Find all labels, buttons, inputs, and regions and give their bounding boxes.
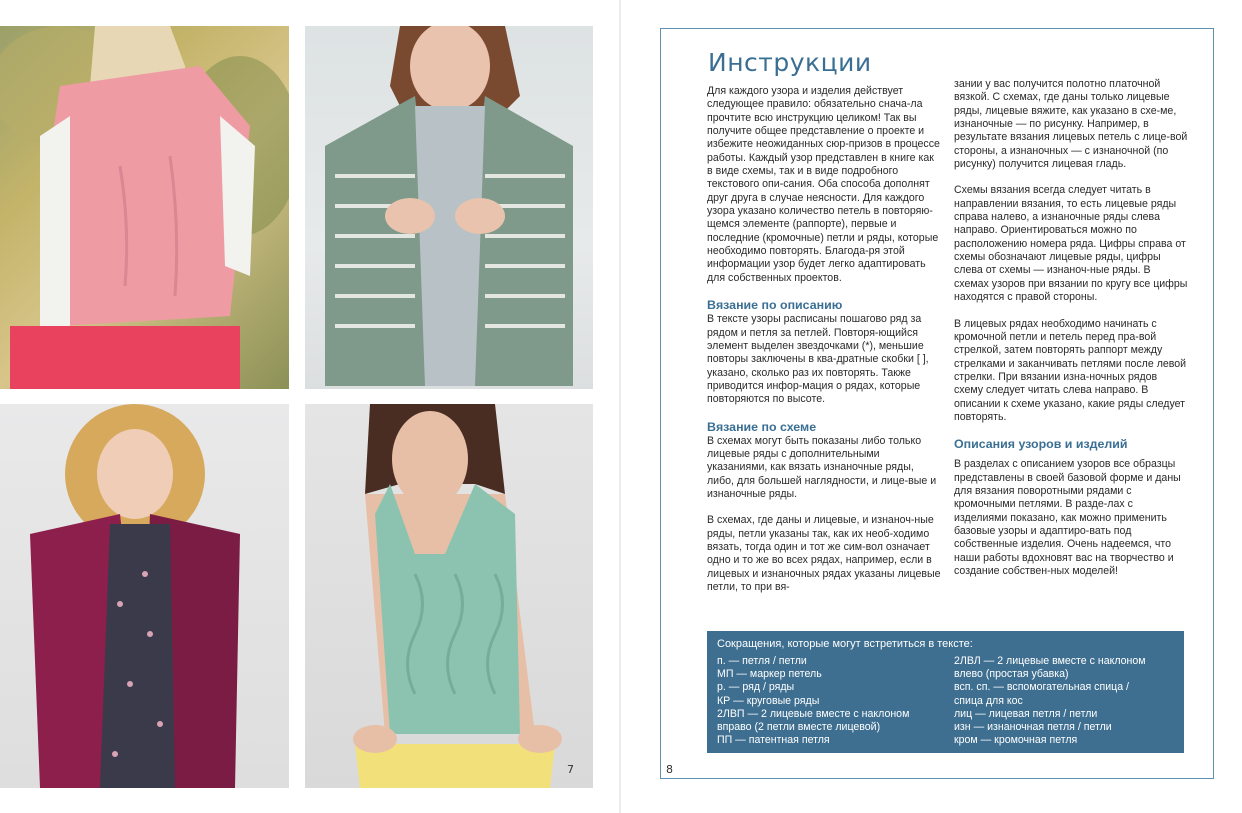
abbreviation-item: вправо (2 петли вместе лицевой) [717,721,881,734]
abbreviations-right [954,655,1179,747]
intro-paragraph: Для каждого узора и изделия действует следующее правило: обязательно снача-ла прочтите всю инструкцию целиком! Так вы получите общее представление о проекте и избежите неожиданных сюр-призов в процессе работы. Каждый узор представлен в книге как в виде схемы, так и в виде подробного текстового опи-сания. Оба способа дополнят друг друга в случае неясности. Для каждого узора указано количество петель в повторяю-щемся элементе (раппорте), первые и последние (кромочные) петли и ряды, которые необходимо повторять. Благода-ря этой информации узор будет легко адаптировать для собственных проектов. [707,85,940,284]
photo-cardigan-burgundy [0,404,289,788]
description-paragraph: В тексте узоры расписаны пошагово ряд за рядом и петля за петлей. Повторя-ющийся элемент выделен звездочками (*), меньшие повторы заключены в ква-дратные скобки [ ], указано, сколько раз их повторять. Также приводится инфор-мация о рядах, которые повторяются по высоте. [707,313,929,406]
abbreviations-left [717,655,942,747]
text-column-right [954,78,1188,591]
abbreviations-title: Сокращения, которые могут встретиться в тексте: [717,638,973,650]
abbreviation-item: лиц — лицевая петля / петли [954,707,1098,720]
chart-reading-paragraph: Схемы вязания всегда следует читать в направлении вязания, то есть лицевые ряды справа налево, а изнаночные ряды слева направо. Ориентироваться можно по расположению номера ряда. Цифры справа от схемы обозначают лицевые ряды, цифры слева от схемы — изнаноч-ные ряды. В схемах узоров при вязании по кругу все цифры находятся с правой стороны. [954,184,1188,304]
abbreviation-item: р. — ряд / ряды [717,681,795,694]
photo-mint-top [305,404,593,788]
heading-chart: Вязание по схеме [707,419,817,434]
page-gutter [619,0,621,813]
abbreviation-item: спица для кос [954,694,1023,707]
patterns-paragraph: В разделах с описанием узоров все образцы представлены в своей базовой форме и даны для вязания поворотными рядами с кромочными петлями. В разде-лах с изделиями показано, как можно применить базовые узоры и адаптиро-вать под собственные изделия. Очень надеемся, что наши работы вдохновят вас на творчество и создание собствен-ных моделей! [954,458,1181,577]
abbreviations-box [707,631,1184,753]
abbreviation-item: влево (простая убавка) [954,668,1069,681]
chart-paragraph-1: В схемах могут быть показаны либо только лицевые ряды с дополнительными указаниями, как вязать изнаночные ряды, либо, для большей наглядности, и лице-вые и изнаночные ряды. [707,434,937,500]
photo-cardigan-grey [305,26,593,389]
abbreviation-item: 2ЛВП — 2 лицевые вместе с наклоном [717,707,910,720]
photo-pink-vest [0,26,289,389]
page-number-left: 7 [567,763,574,776]
rows-paragraph: В лицевых рядах необходимо начинать с кромочной петли и петель перед пра-вой стрелкой, затем повторять раппорт между стрелками и заканчивать петлями после левой стрелки. При вязании изна-ночных рядов схему следует читать слева направо. В описании к схеме указано, какие ряды следует повторять. [954,317,1187,423]
chart-paragraph-2: В схемах, где даны и лицевые, и изнаноч-ные ряды, петли указаны так, как их необ-ходимо вязать, тогда один и тот же сим-вол означает одно и то же во всех рядах, например, если в лицевых и изнаночных рядах указаны лицевые петли, то при вя- [707,514,941,593]
abbreviation-item: всп. сп. — вспомогательная спица / [954,681,1129,694]
heading-patterns: Описания узоров и изделий [954,437,1128,452]
abbreviation-item: п. — петля / петли [717,655,807,667]
chart-continuation-paragraph: зании у вас получится полотно платочной вязкой. С схемах, где даны только лицевые ряды, лицевые вяжите, как указано в схе-ме, изнаночные — по рисунку. Например, в результате вязания лицевых петель с лице-вой стороны, а изнаночных — с изнаночной (по рисунку) получится лицевая гладь. [954,78,1188,171]
abbreviation-item: изн — изнаночная петля / петли [954,721,1112,734]
page-number-right: 8 [666,763,673,776]
abbreviation-item: 2ЛВЛ — 2 лицевые вместе с наклоном [954,655,1146,667]
heading-description: Вязание по описанию [707,298,843,313]
page-title: Инструкции [708,48,872,77]
abbreviation-item: кром — кромочная петля [954,734,1078,747]
abbreviation-item: КР — круговые ряды [717,694,820,707]
abbreviation-item: ПП — патентная петля [717,734,830,747]
abbreviation-item: МП — маркер петель [717,668,822,681]
text-column-left [707,85,941,607]
